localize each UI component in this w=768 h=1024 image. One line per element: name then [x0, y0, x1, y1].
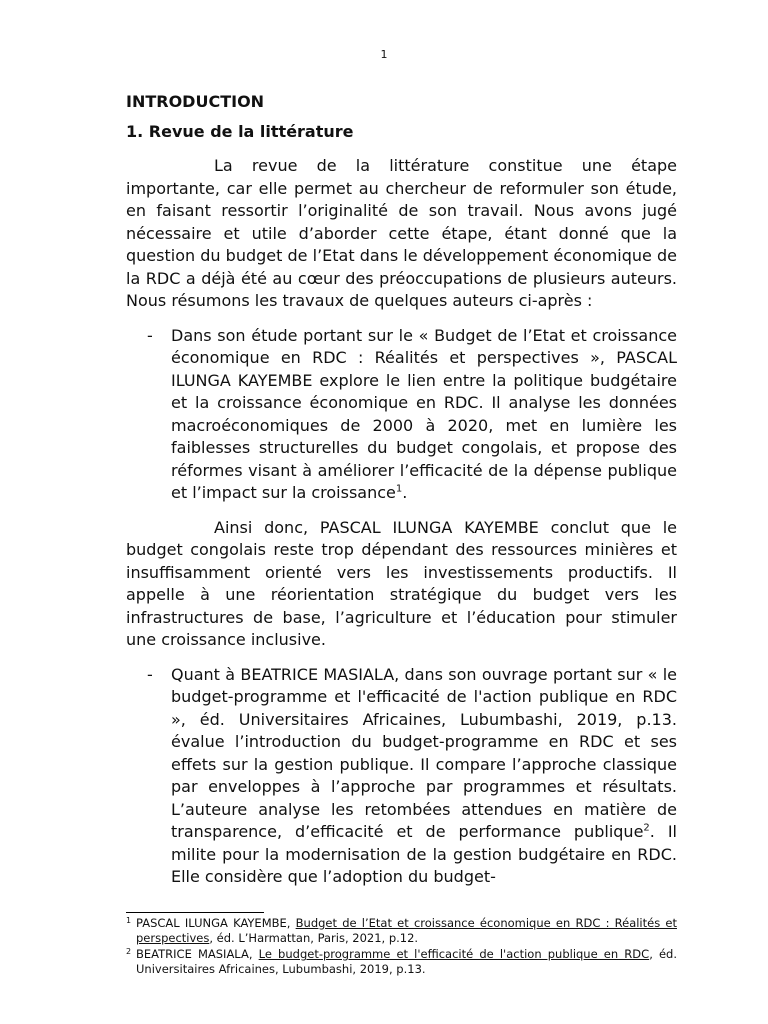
list-dash: - — [147, 325, 153, 345]
footnote-title: Le budget-programme et l'efficacité de l'action publique en RDC — [258, 947, 650, 961]
footnote-mark: 1 — [126, 916, 132, 925]
heading-introduction: INTRODUCTION — [126, 92, 265, 111]
paragraph-conclusion: Ainsi donc, PASCAL ILUNGA KAYEMBE conclut que le budget congolais reste trop dépendant des ressources minières et insuffisamment orienté vers les investissements productifs. Il appelle à une réorientation stratégique du budget vers les infrastructures de base, l’agriculture et l’éducation pour stimuler une croissance inclusive. — [126, 517, 677, 649]
footnote-ref-2[interactable]: 2 — [643, 822, 650, 834]
footnote-title: Budget de l’Etat et croissance économique en RDC : Réalités et perspectives — [136, 916, 677, 945]
list-item-masiala — [126, 664, 677, 889]
page-number: 1 — [380, 48, 388, 61]
paragraph-intro: La revue de la littérature constitue une étape importante, car elle permet au chercheur de reformuler son étude, en faisant ressortir l’originalité de son travail. Nous avons jugé nécessaire et utile d’aborder cette étape, étant donné que la question du budget de l’Etat dans le développement économique de la RDC a déjà été au cœur des préoccupations de plusieurs auteurs. Nous résumons les travaux de quelques auteurs ci-après : — [126, 156, 677, 310]
list-item-kayembe — [126, 325, 677, 505]
footnote-author: PASCAL ILUNGA KAYEMBE, — [136, 916, 296, 930]
footnote-1 — [126, 916, 677, 946]
list-item-text-end: . — [402, 483, 408, 502]
footnote-2 — [126, 947, 677, 977]
footnote-author: BEATRICE MASIALA, — [136, 947, 259, 961]
list-item-text: Quant à BEATRICE MASIALA, dans son ouvrage portant sur « le budget-programme et l'efficacité de l'action publique en RDC », éd. Universitaires Africaines, Lubumbashi, 2019, p.13. évalue l’introduction du budget-programme en RDC et ses effets sur la gestion publique. Il compare l’approche classique par enveloppes à l’approche par programmes et résultats. L’auteure analyse les retombées attendues en matière de transparence, d’efficacité et de performance publique — [171, 664, 677, 841]
page-body — [126, 91, 677, 901]
footnote-publisher: , éd. Universitaires Africaines, Lubumbashi, 2019, p.13. — [136, 947, 678, 976]
footnote-separator — [126, 912, 264, 913]
footnotes — [126, 916, 677, 978]
section-title: 1. Revue de la littérature — [126, 122, 354, 141]
footnote-mark: 2 — [126, 947, 132, 956]
footnote-publisher: , éd. L’Harmattan, Paris, 2021, p.12. — [209, 931, 419, 945]
list-item-text-cont: . Il milite pour la modernisation de la gestion budgétaire en RDC. Elle considère que l’adoption du budget- — [171, 822, 678, 886]
footnote-ref-1[interactable]: 1 — [395, 483, 403, 495]
list-item-text: Dans son étude portant sur le « Budget de l’Etat et croissance économique en RDC : Réalités et perspectives », PASCAL ILUNGA KAYEMBE explore le lien entre la politique budgétaire et la croissance économique en RDC. Il analyse les données macroéconomiques de 2000 à 2020, met en lumière les faiblesses structurelles du budget congolais, et propose des réformes visant à améliorer l’efficacité de la dépense publique et l’impact sur la croissance — [171, 325, 677, 502]
list-dash: - — [147, 664, 153, 684]
